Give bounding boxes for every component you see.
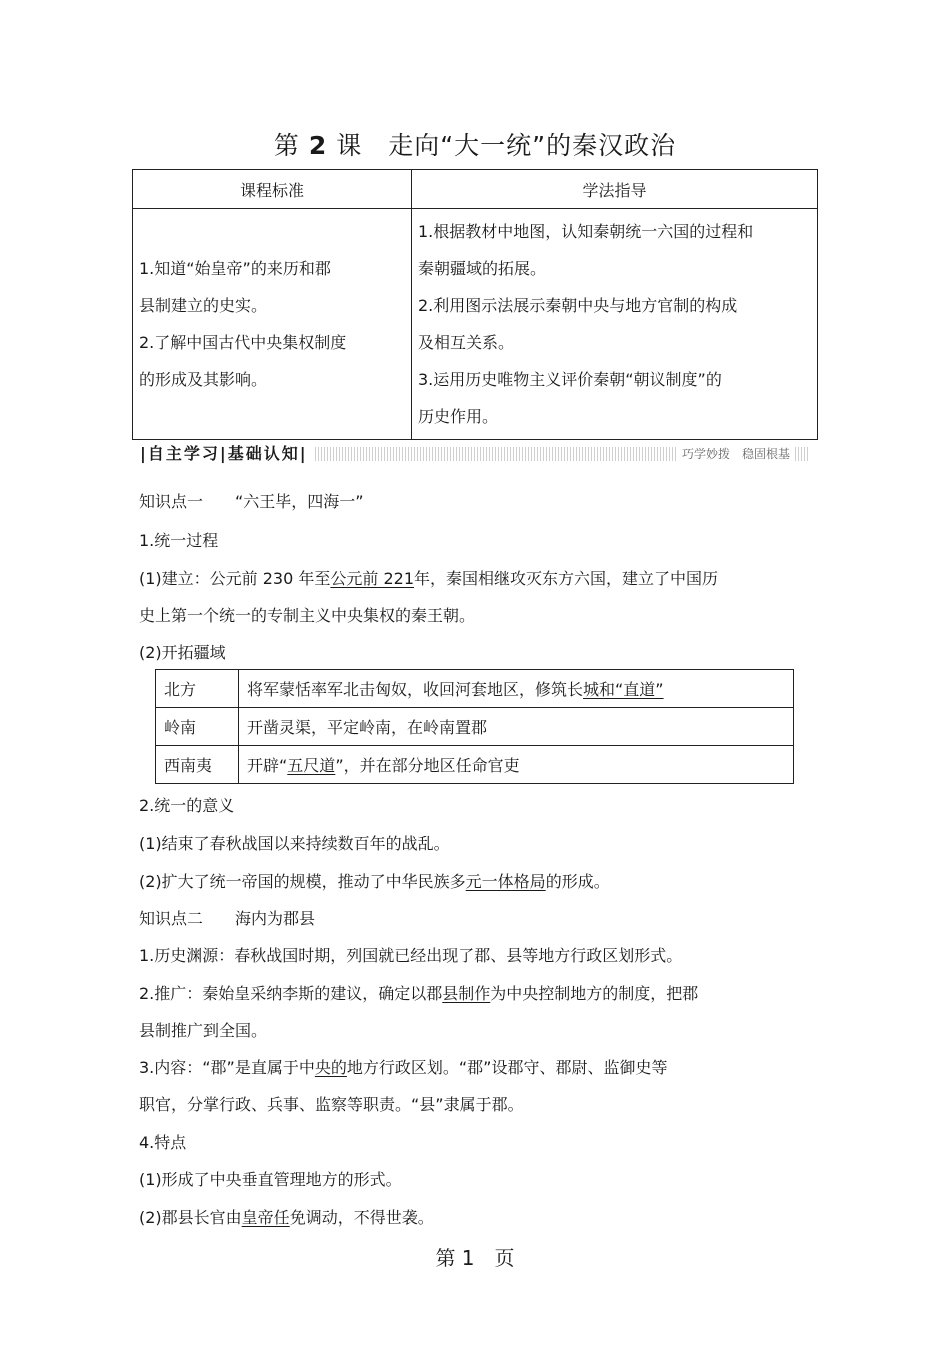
banner-tag: 巧学妙拨 稳固根基 [678, 444, 794, 464]
k1-s1: 1.统一过程 [139, 531, 219, 550]
table-row: 西南夷 开辟“五尺道”，并在部分地区任命官吏 [156, 746, 794, 784]
k2-l3b: 职官，分掌行政、兵事、监察等职责。“县”隶属于郡。 [139, 1095, 524, 1114]
standards-cell: 1.知道“始皇帝”的来历和郡 县制建立的史实。 2.了解中国古代中央集权制度 的形成及其影响。 [133, 209, 412, 440]
header-guidance: 学法指导 [412, 170, 818, 209]
page-number: 第 1 页 [435, 1246, 515, 1270]
k1-s2: (2)开拓疆域 [139, 643, 226, 662]
k1-p1b: 史上第一个统一的专制主义中央集权的秦王朝。 [139, 606, 476, 625]
page-title: 第 2 课 走向“大一统”的秦汉政治 [273, 131, 677, 160]
k1-m1: (1)结束了春秋战国以来持续数百年的战乱。 [139, 834, 450, 853]
banner-label: |自主学习|基础认知| [140, 442, 314, 466]
k2-l6: (2)郡县长官由皇帝任免调动，不得世袭。 [139, 1208, 434, 1227]
k2-l4: 4.特点 [139, 1133, 187, 1152]
k2-l3a: 3.内容：“郡”是直属于中央的地方行政区划。“郡”设郡守、郡尉、监御史等 [139, 1058, 668, 1077]
section-banner [140, 442, 808, 466]
k2-l2b: 县制推广到全国。 [139, 1021, 268, 1040]
k2-l1: 1.历史渊源：春秋战国时期，列国就已经出现了郡、县等地方行政区划形式。 [139, 946, 683, 965]
k1-m2: (2)扩大了统一帝国的规模，推动了中华民族多元一体格局的形成。 [139, 872, 610, 891]
k1-p1a: (1)建立：公元前 230 年至公元前 221年，秦国相继攻灭东方六国，建立了中国历 [139, 569, 719, 588]
guidance-cell: 1.根据教材中地图，认知秦朝统一六国的过程和 秦朝疆域的拓展。 2.利用图示法展示秦朝中央与地方官制的构成 及相互关系。 3.运用历史唯物主义评价秦朝“朝议制度”的 历史作用。 [412, 209, 818, 440]
territory-table [155, 669, 794, 784]
header-standards: 课程标准 [133, 170, 412, 209]
k1-heading: 知识点一 “六王毕，四海一” [139, 492, 364, 511]
standards-table [132, 169, 818, 440]
k1-s3: 2.统一的意义 [139, 796, 235, 815]
k2-heading: 知识点二 海内为郡县 [139, 909, 316, 928]
k2-l2a: 2.推广：秦始皇采纳李斯的建议，确定以郡县制作为中央控制地方的制度，把郡 [139, 984, 699, 1003]
table-row: 北方 将军蒙恬率军北击匈奴，收回河套地区，修筑长城和“直道” [156, 670, 794, 708]
table-row: 岭南 开凿灵渠，平定岭南，在岭南置郡 [156, 708, 794, 746]
k2-l5: (1)形成了中央垂直管理地方的形式。 [139, 1170, 402, 1189]
